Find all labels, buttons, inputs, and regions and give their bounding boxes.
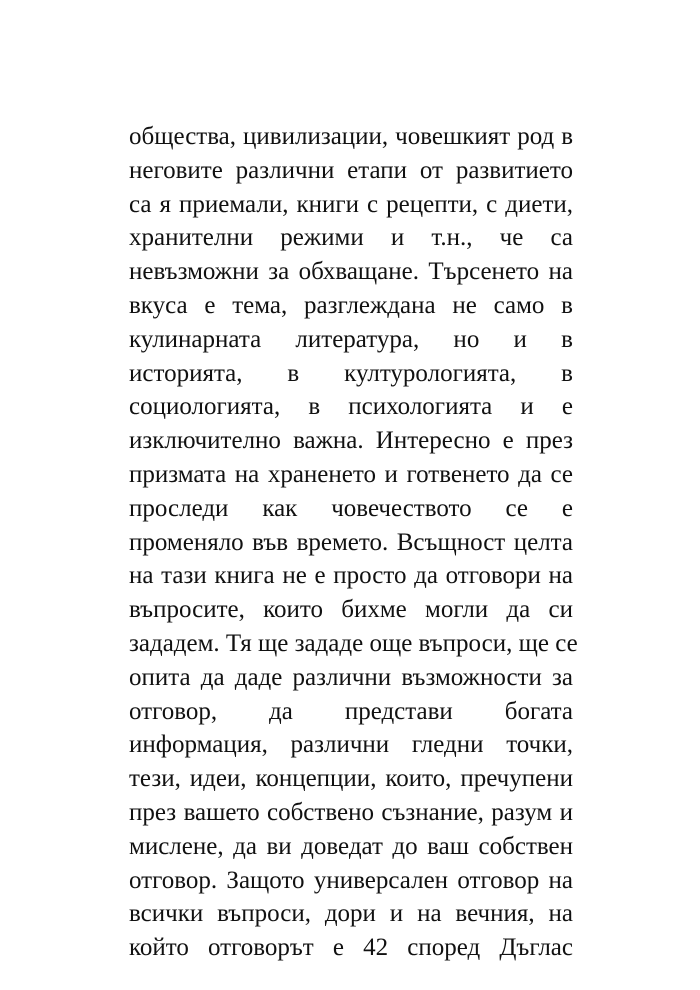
text-line: мислене, да ви доведат до ваш собствен: [129, 832, 573, 860]
text-line: на тази книга не е просто да отговори на: [129, 562, 573, 590]
text-line: неговите различни етапи от развитието: [129, 156, 573, 184]
text-line: през вашето собствено съзнание, разум и: [129, 798, 573, 826]
text-line: вкуса е тема, разглеждана не само в: [129, 291, 573, 319]
text-line: отговор, да представи богата: [129, 697, 573, 725]
text-line: информация, различни гледни точки,: [129, 731, 573, 759]
text-line: хранителни режими и т.н., че са: [129, 224, 573, 252]
text-line: който отговорът е 42 според Дъглас: [129, 934, 573, 962]
text-line: всички въпроси, дори и на вечния, на: [129, 900, 573, 928]
text-line: опита да даде различни възможности за: [129, 663, 573, 691]
text-line: изключително важна. Интересно е през: [129, 427, 573, 455]
text-line: отговор. Защото универсален отговор на: [129, 866, 573, 894]
text-line: общества, цивилизации, човешкият род в: [129, 123, 573, 150]
text-line: променяло във времето. Всъщност целта: [129, 528, 573, 556]
text-line: социологията, в психологията и е: [129, 393, 573, 421]
body-text: [129, 120, 578, 965]
text-line: невъзможни за обхващане. Търсенето на: [129, 258, 573, 286]
text-line: зададем. Тя ще зададе още въпроси, ще се: [129, 629, 578, 657]
text-line: са я приемали, книги с рецепти, с диети,: [129, 190, 573, 218]
text-line: призмата на храненето и готвенето да се: [129, 460, 573, 488]
text-line: кулинарната литература, но и в: [129, 325, 573, 353]
text-line: историята, в културологията, в: [129, 359, 573, 387]
text-line: тези, идеи, концепции, които, пречупени: [129, 765, 573, 793]
text-line: проследи как човечеството се е: [129, 494, 573, 522]
text-line: въпросите, които бихме могли да си: [129, 596, 573, 624]
